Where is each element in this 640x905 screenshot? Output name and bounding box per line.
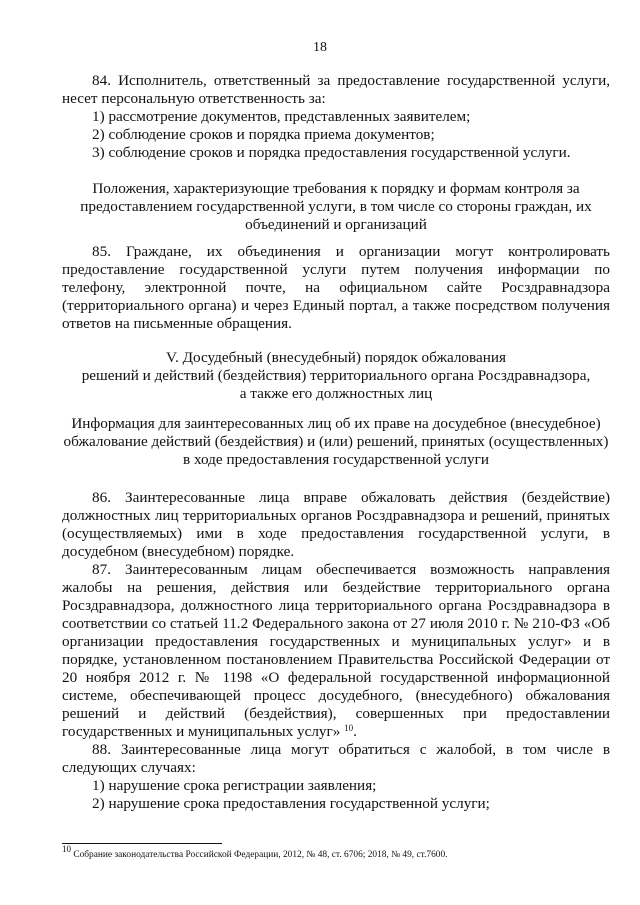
clause-87-body: 87. Заинтересованным лицам обеспечивается возможность направления жалобы на решения, действия или бездействие территориального органа Росздравнадзора, должностного лица территориального органа Росздравнадзора в соответствии со статьей 11.2 Федерального закона от 27 июля 2010 г. № 210-ФЗ «Об организации предоставления государственных и муниципальных услуг» и в порядке, установленном постановлением Правительства Российской Федерации от 20 ноября 2012 г. № 1198 «О федеральной государственной информационной системе, обеспечивающей процесс досудебного, (внесудебного) обжалования решений и действий (бездействия), совершенных при предоставлении государственных и муниципальных услуг» <box>62 561 610 740</box>
footnote-text: Собрание законодательства Российской Федерации, 2012, № 48, ст. 6706; 2018, № 49, ст.7600. <box>71 850 448 860</box>
footnote-divider <box>62 843 222 844</box>
list-item: 2) соблюдение сроков и порядка приема документов; <box>92 126 435 143</box>
clause-84-intro: 84. Исполнитель, ответственный за предоставление государственной услуги, несет персональную ответственность за: <box>62 72 610 107</box>
list-item: 2) нарушение срока предоставления государственной услуги; <box>92 795 490 812</box>
clause-84 <box>62 72 610 162</box>
footnote-reference: 10 <box>344 723 354 733</box>
footnote-mark: 10 <box>62 844 71 854</box>
clauses-86-88 <box>62 489 610 813</box>
list-item: 1) рассмотрение документов, представленных заявителем; <box>92 108 471 125</box>
clause-85 <box>62 243 610 333</box>
section-heading: Положения, характеризующие требования к порядку и формам контроля за предоставлением государственной услуги, в том числе со стороны граждан, их объединений и организаций <box>80 180 592 233</box>
clause-87-text <box>62 561 610 741</box>
list-item: 1) нарушение срока регистрации заявления; <box>92 777 377 794</box>
info-heading-block <box>62 415 610 469</box>
section-heading-line: а также его должностных лиц <box>239 385 433 402</box>
clause-85-text: 85. Граждане, их объединения и организации могут контролировать предоставление государственной услуги путем получения информации по телефону, электронной почте, на официальном сайте Росздравнадзора (территориального органа) и через Единый портал, а также посредством получения ответов на письменные обращения. <box>62 243 610 332</box>
clause-86-text: 86. Заинтересованные лица вправе обжаловать действия (бездействие) должностных лиц территориальных органов Росздравнадзора и решений, принятых (осуществляемых) ими в ходе предоставления государственной услуги, в досудебном (внесудебном) порядке. <box>62 489 610 560</box>
control-heading-block <box>62 180 610 234</box>
list-item: 3) соблюдение сроков и порядка предоставления государственной услуги. <box>92 144 571 161</box>
clause-87-end: . <box>353 723 357 740</box>
section-heading-line: V. Досудебный (внесудебный) порядок обжалования <box>166 349 506 366</box>
clause-88-intro: 88. Заинтересованные лица могут обратиться с жалобой, в том числе в следующих случаях: <box>62 741 610 776</box>
footnote <box>62 844 610 861</box>
page-number: 18 <box>313 40 327 55</box>
section-heading-line: решений и действий (бездействия) территориального органа Росздравнадзора, <box>81 367 591 384</box>
section-5-heading <box>62 349 610 403</box>
section-heading: Информация для заинтересованных лиц об их праве на досудебное (внесудебное) обжалование действий (бездействия) и (или) решений, принятых (осуществленных) в ходе предоставления государственной услуги <box>63 415 609 468</box>
